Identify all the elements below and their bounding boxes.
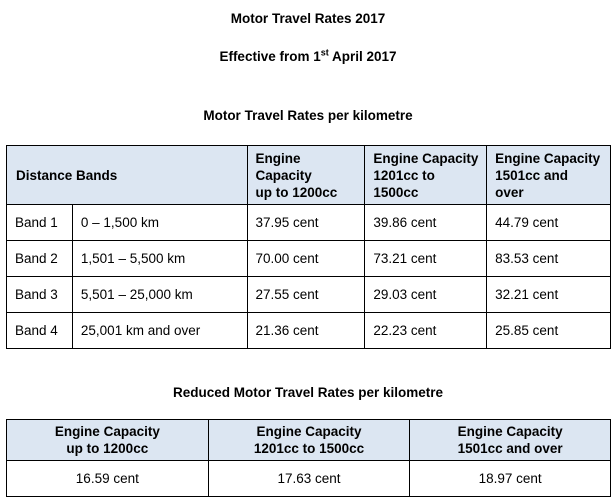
band-range: 1,501 – 5,500 km [72,241,247,277]
band-label: Band 2 [7,241,73,277]
header-line: Engine Capacity [54,424,160,439]
effective-date-prefix: Effective from 1 [219,49,321,64]
header-line: Engine Capacity [373,150,479,166]
section-title-reduced-rates: Reduced Motor Travel Rates per kilometre [172,385,444,400]
rate-up-to-1200cc: 21.36 cent [247,313,365,349]
motor-rates-table [6,145,611,349]
header-distance-bands: Distance Bands [7,146,248,205]
rate-1201-1500cc: 73.21 cent [365,241,487,277]
rate-1501cc-over: 25.85 cent [487,313,611,349]
header-engine-up-to-1200cc [7,420,209,461]
effective-date-suffix: April 2017 [328,49,397,64]
table-header-row [7,146,611,205]
header-line: up to 1200cc [255,184,338,200]
rate-up-to-1200cc: 37.95 cent [247,205,365,241]
band-label: Band 3 [7,277,73,313]
reduced-rate-up-to-1200cc: 16.59 cent [7,461,209,497]
band-label: Band 4 [7,313,73,349]
effective-date [0,49,616,65]
reduced-rates-table [6,419,611,497]
rate-1201-1500cc: 29.03 cent [365,277,487,313]
header-line: 1501cc and [495,167,568,183]
table-row [7,241,611,277]
effective-date-ordinal: st [320,47,329,58]
header-line: up to 1200cc [66,441,149,456]
reduced-rate-1501cc-over: 18.97 cent [410,461,611,497]
rate-up-to-1200cc: 70.00 cent [247,241,365,277]
rate-1501cc-over: 32.21 cent [487,277,611,313]
reduced-rate-1201-1500cc: 17.63 cent [208,461,410,497]
table-row [7,461,611,497]
document-title: Motor Travel Rates 2017 [230,11,386,26]
header-line: Engine [255,150,301,166]
header-line: 1201cc to [373,167,435,183]
rate-1501cc-over: 83.53 cent [487,241,611,277]
header-engine-1201-1500cc [365,146,487,205]
band-range: 5,501 – 25,000 km [72,277,247,313]
header-line: 1201cc to 1500cc [253,441,365,456]
table-row [7,205,611,241]
rate-1501cc-over: 44.79 cent [487,205,611,241]
header-line: over [495,184,524,200]
band-range: 25,001 km and over [72,313,247,349]
header-line: Engine Capacity [495,150,601,166]
header-line: Engine Capacity [457,424,563,439]
header-engine-up-to-1200cc [247,146,365,205]
header-engine-1501cc-over [410,420,611,461]
header-line: Capacity [255,167,312,183]
rate-1201-1500cc: 39.86 cent [365,205,487,241]
header-line: 1500cc [373,184,419,200]
rate-1201-1500cc: 22.23 cent [365,313,487,349]
header-line: Engine Capacity [256,424,362,439]
table-row [7,277,611,313]
header-engine-1501cc-over [487,146,611,205]
table-header-row [7,420,611,461]
header-engine-1201-1500cc [208,420,410,461]
section-title-rates: Motor Travel Rates per kilometre [203,108,413,123]
rate-up-to-1200cc: 27.55 cent [247,277,365,313]
band-label: Band 1 [7,205,73,241]
header-line: 1501cc and over [457,441,563,456]
band-range: 0 – 1,500 km [72,205,247,241]
table-row [7,313,611,349]
